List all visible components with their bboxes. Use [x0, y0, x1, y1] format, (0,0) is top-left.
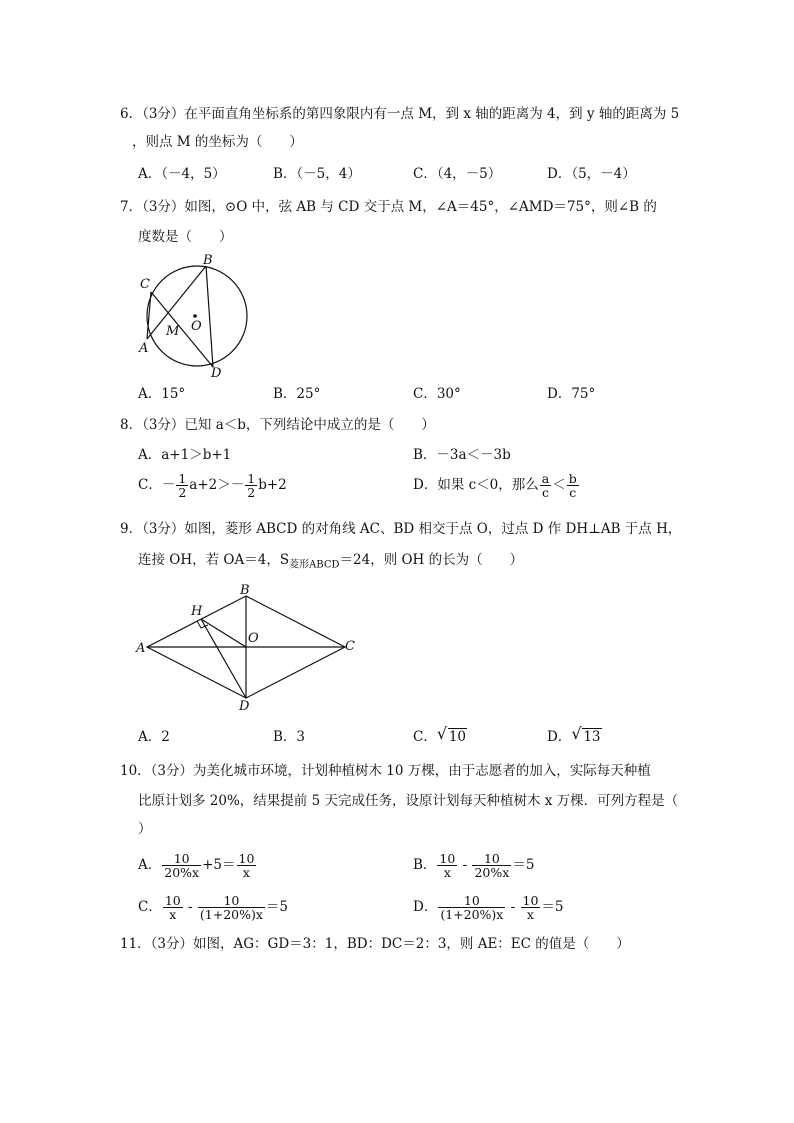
q7-stem-line1: 7．（3分）如图，⊙O 中，弦 AB 与 CD 交于点 M，∠A＝45°，∠AMD＝75°，则∠B 的: [120, 199, 657, 215]
frac: $\frac{10}{x}$: [522, 893, 539, 922]
q7-option-a: A．15°: [138, 386, 186, 402]
q6-stem-line2: ，则点 M 的坐标为（ ）: [132, 134, 303, 150]
q9-option-d: D． √ 13: [547, 724, 601, 745]
q10-option-a: A． $\frac{10}{20\%x}$ +5＝ $\frac{10}{x}$: [138, 851, 255, 880]
segment-oh: [201, 619, 246, 647]
q9-rhombus-figure: [135, 584, 360, 714]
q6-option-b: B．（－5，4）: [273, 166, 361, 182]
label-b: B: [240, 584, 250, 598]
q7-option-d: D．75°: [547, 386, 596, 402]
q9-option-a: A．2: [138, 729, 170, 745]
q7-circle-figure: [135, 250, 255, 380]
label-c: C: [140, 277, 150, 292]
frac: $\frac{10}{x}$: [164, 893, 181, 922]
label-d: D: [211, 366, 222, 380]
q7-option-b: B．25°: [273, 386, 321, 402]
q6-stem-line1: 6．（3分）在平面直角坐标系的第四象限内有一点 M，到 x 轴的距离为 4，到 y 轴的距离为 5: [120, 106, 680, 122]
frac: $\frac{10}{20\%x}$: [164, 851, 200, 880]
frac: $\frac{10}{x}$: [439, 851, 456, 880]
q9-stem-line1: 9．（3分）如图，菱形 ABCD 的对角线 AC、BD 相交于点 O，过点 D 作 DH⊥AB 于点 H，: [120, 521, 682, 537]
frac-b-over-c: $\frac{b}{c}$: [568, 471, 577, 500]
q10-stem-line1: 10．（3分）为美化城市环境，计划种植树木 10 万棵，由于志愿者的加入，实际每天种植: [120, 763, 651, 779]
label-b: B: [203, 253, 213, 268]
q8-stem: 8．（3分）已知 a＜b，下列结论中成立的是（ ）: [120, 417, 435, 433]
q9-option-c: C． √ 10: [413, 724, 467, 745]
q10-option-d: D． $\frac{10}{(1+20\%)x}$ - $\frac{10}{x}$ ＝5: [413, 893, 564, 922]
label-a: A: [139, 341, 149, 356]
q8-option-c: C．－ $\frac{1}{2}$ a+2＞－ $\frac{1}{2}$ b+2: [138, 471, 287, 500]
frac: $\frac{10}{20\%x}$: [474, 851, 510, 880]
q10-option-c: C． $\frac{10}{x}$ - $\frac{10}{(1+20\%)x}$ ＝5: [138, 893, 289, 922]
frac: $\frac{10}{x}$: [238, 851, 255, 880]
q9-option-b: B．3: [273, 729, 306, 745]
q7-option-c: C．30°: [413, 386, 461, 402]
center-point-o: [193, 314, 197, 318]
label-c: C: [345, 639, 355, 654]
label-a: A: [136, 641, 146, 656]
q10-option-b: B． $\frac{10}{x}$ - $\frac{10}{20\%x}$ ＝5: [413, 851, 535, 880]
q6-option-d: D．（5，－4）: [547, 166, 636, 182]
q11-stem: 11．（3分）如图，AG：GD＝3：1，BD：DC＝2：3，则 AE：EC 的值是（ ）: [120, 936, 630, 952]
sqrt-13: √ 13: [571, 724, 601, 745]
q8-option-a: A．a+1＞b+1: [138, 447, 232, 463]
frac: $\frac{10}{(1+20\%)x}$: [199, 893, 263, 922]
chord-cd: [151, 292, 213, 367]
sqrt-10: √ 10: [436, 724, 467, 745]
q9-stem-line2: 连接 OH，若 OA＝4，$S_{菱形ABCD}=24$，则 OH 的长为（ ）: [138, 552, 524, 571]
frac-half-1: $\frac{1}{2}$: [178, 471, 187, 500]
q6-option-c: C．（4，－5）: [413, 166, 502, 182]
q7-stem-line2: 度数是（ ）: [138, 229, 233, 245]
label-m: M: [166, 324, 180, 339]
label-h: H: [191, 604, 203, 619]
frac-half-2: $\frac{1}{2}$: [247, 471, 256, 500]
q10-stem-line2: 比原计划多 20%，结果提前 5 天完成任务，设原计划每天种植树木 x 万棵．可列方程是（: [138, 793, 679, 809]
label-d: D: [239, 699, 250, 714]
label-o: O: [191, 319, 202, 334]
q6-option-a: A．（－4，5）: [138, 166, 226, 182]
q10-stem-line3: ）: [138, 821, 152, 837]
frac-a-over-c: $\frac{a}{c}$: [541, 471, 550, 500]
label-o: O: [248, 631, 259, 646]
q8-option-b: B．－3a＜－3b: [413, 447, 511, 463]
circle-o: [147, 266, 247, 366]
q8-option-d: D．如果 c＜0，那么 $\frac{a}{c}$ ＜ $\frac{b}{c}$: [413, 471, 577, 500]
segment-bd: [206, 266, 213, 367]
frac: $\frac{10}{(1+20\%)x}$: [440, 893, 504, 922]
